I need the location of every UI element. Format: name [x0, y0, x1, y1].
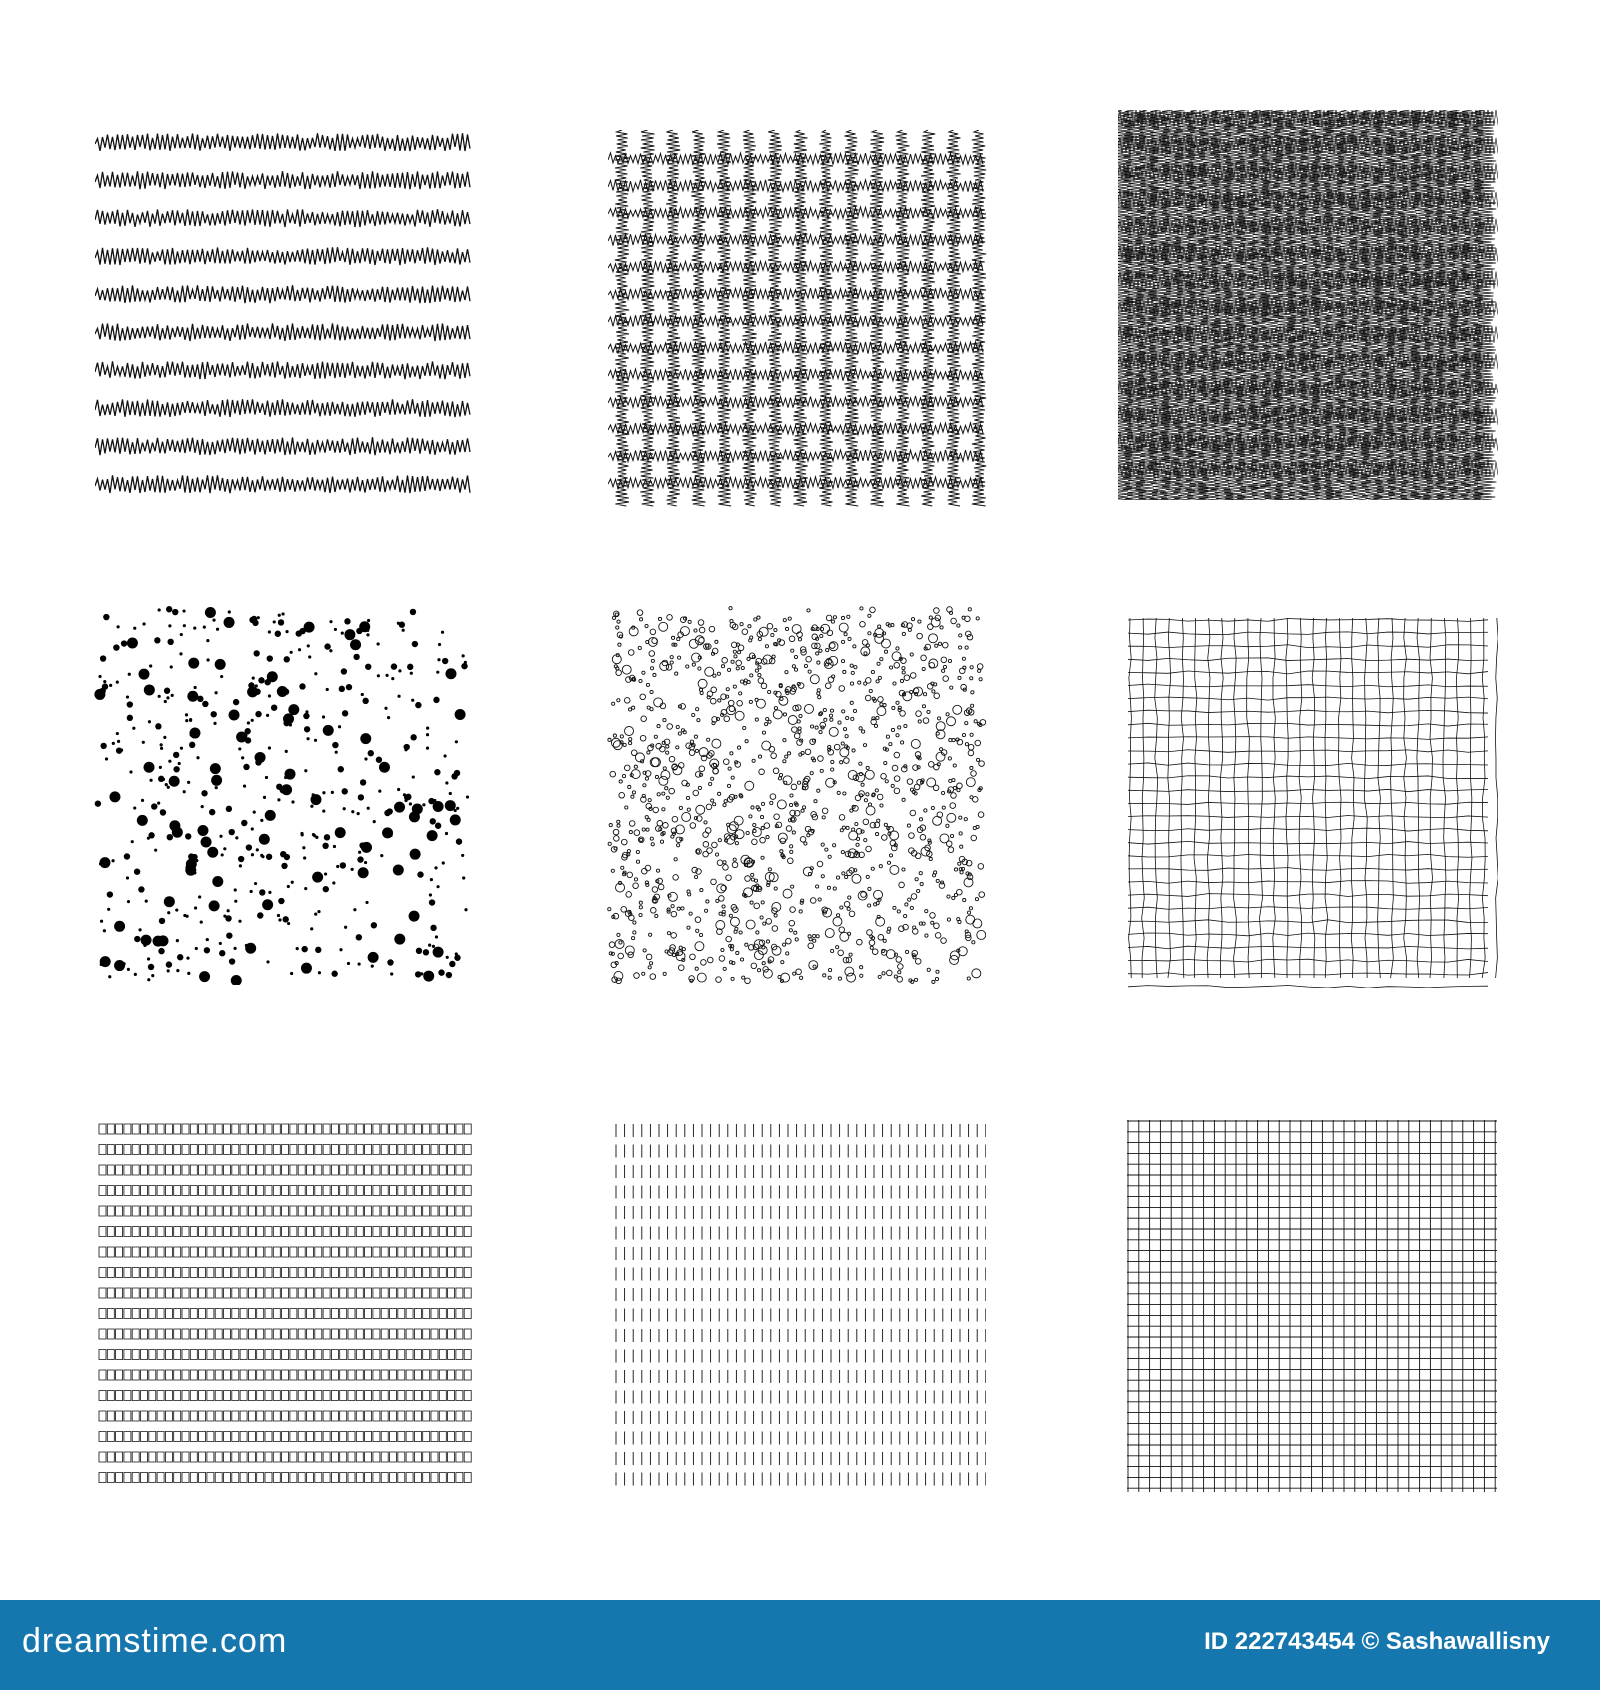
- texture-drawing: [1127, 1120, 1497, 1492]
- texture-drawing: [606, 605, 986, 985]
- texture-dense-scribble: [1118, 110, 1498, 500]
- texture-vertical-dashes: [614, 1122, 986, 1494]
- texture-wobbly-grid: [1128, 618, 1498, 988]
- dreamstime-logo[interactable]: dreamstime.com: [22, 1622, 288, 1660]
- texture-black-dots: [92, 605, 472, 985]
- texture-square-mesh: [1127, 1120, 1497, 1492]
- texture-small-circles: [606, 605, 986, 985]
- image-credit: ID 222743454 © Sashawallisny: [1204, 1628, 1550, 1655]
- texture-drawing: [92, 605, 472, 985]
- texture-drawing: [95, 130, 475, 510]
- texture-drawing: [97, 1122, 475, 1494]
- texture-drawing: [1128, 618, 1498, 988]
- texture-zigzag-plaid: [608, 130, 988, 510]
- texture-horizontal-zigzag: [95, 130, 475, 510]
- footer-bar: [0, 1600, 1600, 1690]
- texture-drawing: [614, 1122, 986, 1494]
- texture-drawing: [1118, 110, 1498, 500]
- texture-square-rows: [97, 1122, 475, 1494]
- texture-drawing: [608, 130, 988, 510]
